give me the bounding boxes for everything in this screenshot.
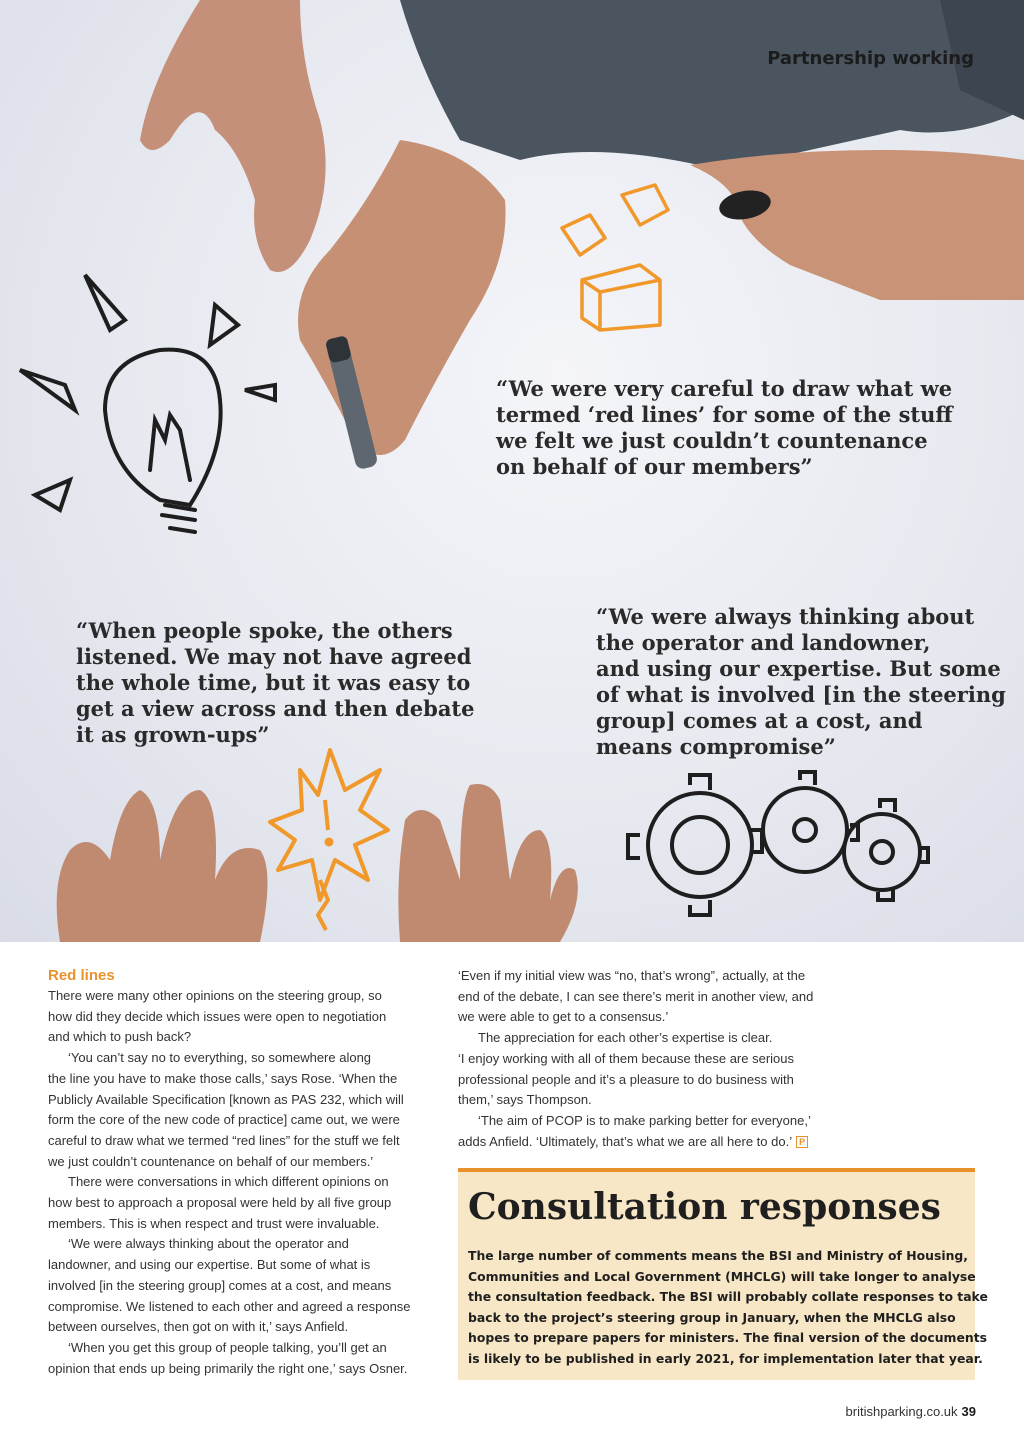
pull-quote-compromise: “We were always thinking about the operator and landowner, and using our expertise. But some of what is involved [in the steering group] comes at a cost, and means compromise” (596, 604, 1006, 759)
section-label: Partnership working (767, 48, 974, 69)
sleeve (400, 0, 1024, 170)
body-line: ‘The aim of PCOP is to make parking better for everyone,’ (478, 1112, 811, 1128)
body-line: landowner, and using our expertise. But some of what is (48, 1257, 371, 1273)
page-footer (846, 1404, 976, 1419)
body-line: involved [in the steering group] comes at a cost, and means (48, 1277, 392, 1293)
box-line: The large number of comments means the BSI and Ministry of Housing, (468, 1248, 968, 1263)
body-line: how best to approach a proposal were held by all five group (48, 1195, 392, 1211)
body-line: careful to draw what we termed “red lines” for the stuff we felt (48, 1132, 400, 1148)
body-line: adds Anfield. ‘Ultimately, that’s what we are all here to do.’ P (458, 1132, 858, 1153)
body-line: opinion that ends up being primarily the right one,’ says Osner. (48, 1360, 408, 1376)
box-line: hopes to prepare papers for ministers. The final version of the documents (468, 1330, 987, 1345)
right-hand (690, 150, 1024, 300)
box-line: Communities and Local Government (MHCLG) will take longer to analyse (468, 1268, 976, 1284)
box-line: back to the project’s steering group in January, when the MHCLG also (468, 1309, 956, 1325)
body-line: ‘You can’t say no to everything, so somewhere along (68, 1050, 372, 1066)
box-line: the consultation feedback. The BSI will probably collate responses to take (468, 1289, 988, 1304)
body-line: we just couldn’t countenance on behalf of our members.’ (48, 1153, 374, 1169)
body-line: and which to push back? (48, 1029, 192, 1045)
body-line: There were many other opinions on the steering group, so (48, 988, 382, 1003)
body-line: ‘I enjoy working with all of them because these are serious (458, 1050, 795, 1066)
body-line: how did they decide which issues were open to negotiation (48, 1008, 387, 1024)
pull-quote-red-lines: “We were very careful to draw what we termed ‘red lines’ for some of the stuff we felt we just couldn’t countenance on behalf of our members” (496, 376, 953, 479)
box-line: is likely to be published in early 2021, for implementation later that year. (468, 1350, 983, 1366)
cubes-icon (562, 185, 668, 330)
body-line: professional people and it’s a pleasure to do business with (458, 1071, 794, 1087)
article-column-left (48, 966, 438, 1379)
bottom-left-hand (57, 790, 268, 942)
body-line: them,’ says Thompson. (458, 1092, 592, 1108)
body-line: form the core of the new code of practice] came out, we were (48, 1112, 400, 1128)
body-line: between ourselves, then got on with it,’ says Anfield. (48, 1319, 349, 1335)
body-line: The appreciation for each other’s expertise is clear. (478, 1030, 773, 1046)
lightbulb-icon (20, 275, 275, 532)
subheading: Red lines (48, 967, 115, 984)
exclamation-burst-icon (270, 750, 388, 930)
body-line: ‘We were always thinking about the operator and (68, 1236, 349, 1252)
end-of-article-icon: P (796, 1136, 808, 1148)
body-line: There were conversations in which different opinions on (68, 1174, 389, 1190)
box-title: Consultation responses (468, 1186, 941, 1228)
gears-icon (628, 772, 928, 915)
footer-site: britishparking.co.uk (845, 1404, 958, 1419)
body-line: members. This is when respect and trust were invaluable. (48, 1215, 380, 1231)
body-line: compromise. We listened to each other and agreed a response (48, 1298, 411, 1314)
body-line: end of the debate, I can see there’s merit in another view, and (458, 988, 814, 1004)
body-line: ‘Even if my initial view was “no, that’s wrong”, actually, at the (458, 968, 806, 983)
writing-hand (298, 140, 506, 455)
left-hand-top (140, 0, 326, 272)
body-line: we were able to get to a consensus.’ (458, 1009, 669, 1025)
page-number: 39 (961, 1404, 976, 1419)
body-line: Publicly Available Specification [known as PAS 232, which will (48, 1091, 404, 1107)
body-line: ‘When you get this group of people talking, you’ll get an (68, 1339, 387, 1355)
consultation-box (458, 1168, 988, 1380)
pull-quote-grown-ups: “When people spoke, the others listened. We may not have agreed the whole time, but it was easy to get a view across and then debate it as grown-ups” (76, 618, 475, 747)
bottom-right-hand (398, 784, 578, 942)
article-column-right (458, 966, 858, 1152)
box-body (468, 1246, 988, 1369)
body-line: the line you have to make those calls,’ says Rose. ‘When the (48, 1070, 398, 1086)
